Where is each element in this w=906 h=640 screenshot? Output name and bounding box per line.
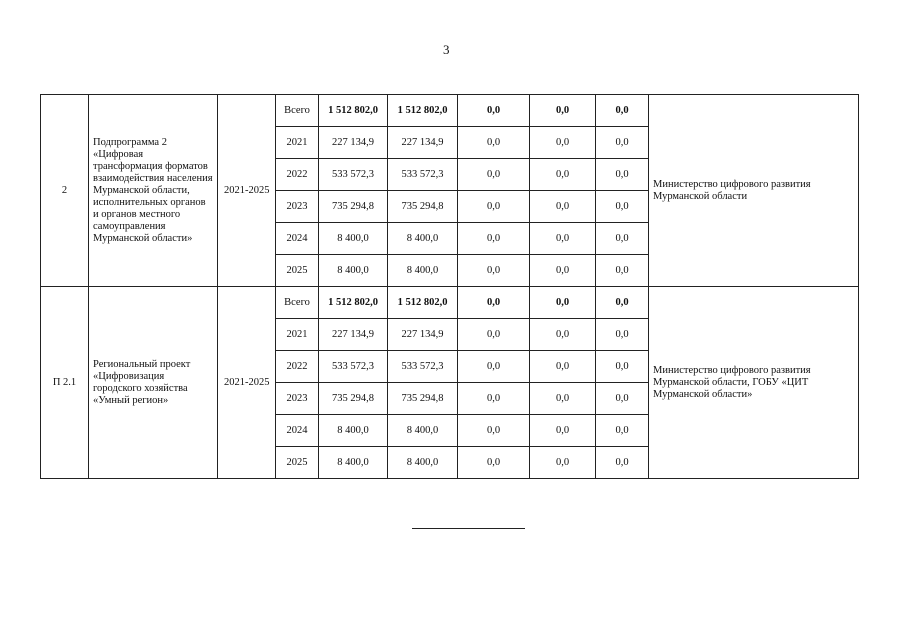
value-cell: 0,0 [458,127,530,159]
regional-cell: 533 572,3 [388,159,458,191]
value-cell: 0,0 [596,319,649,351]
value-cell: 0,0 [458,287,530,319]
year-cell: Всего [276,287,319,319]
value-cell: 0,0 [458,415,530,447]
value-cell: 0,0 [596,351,649,383]
total-cell: 735 294,8 [319,191,388,223]
value-cell: 0,0 [530,95,596,127]
year-cell: 2024 [276,415,319,447]
program-name: Региональный проект «Цифровизация городского хозяйства «Умный регион» [89,287,218,479]
regional-cell: 735 294,8 [388,383,458,415]
total-cell: 8 400,0 [319,447,388,479]
value-cell: 0,0 [596,255,649,287]
total-cell: 8 400,0 [319,415,388,447]
value-cell: 0,0 [596,223,649,255]
value-cell: 0,0 [596,95,649,127]
value-cell: 0,0 [596,127,649,159]
total-cell: 735 294,8 [319,383,388,415]
total-cell: 227 134,9 [319,127,388,159]
year-cell: 2025 [276,255,319,287]
year-cell: 2022 [276,351,319,383]
value-cell: 0,0 [530,287,596,319]
year-cell: Всего [276,95,319,127]
total-cell: 227 134,9 [319,319,388,351]
regional-cell: 227 134,9 [388,127,458,159]
table-body [41,95,859,479]
year-cell: 2022 [276,159,319,191]
year-cell: 2023 [276,191,319,223]
value-cell: 0,0 [458,447,530,479]
total-cell: 8 400,0 [319,255,388,287]
value-cell: 0,0 [530,351,596,383]
value-cell: 0,0 [530,319,596,351]
total-cell: 1 512 802,0 [319,95,388,127]
regional-cell: 533 572,3 [388,351,458,383]
regional-cell: 8 400,0 [388,255,458,287]
year-cell: 2024 [276,223,319,255]
value-cell: 0,0 [596,159,649,191]
regional-cell: 1 512 802,0 [388,287,458,319]
executor: Министерство цифрового развития Мурманской области [649,95,859,287]
value-cell: 0,0 [458,255,530,287]
value-cell: 0,0 [596,447,649,479]
total-cell: 533 572,3 [319,351,388,383]
value-cell: 0,0 [530,255,596,287]
year-cell: 2021 [276,319,319,351]
total-cell: 533 572,3 [319,159,388,191]
program-name: Подпрограмма 2 «Цифровая трансформация форматов взаимодействия населения Мурманской области, исполнительных органов и органов местного самоуправления Мурманской области» [89,95,218,287]
value-cell: 0,0 [458,383,530,415]
year-cell: 2021 [276,127,319,159]
regional-cell: 8 400,0 [388,223,458,255]
value-cell: 0,0 [458,223,530,255]
total-cell: 8 400,0 [319,223,388,255]
regional-cell: 8 400,0 [388,447,458,479]
value-cell: 0,0 [530,159,596,191]
regional-cell: 227 134,9 [388,319,458,351]
page-number: 3 [443,42,450,57]
row-number: 2 [41,95,89,287]
row-number: П 2.1 [41,287,89,479]
value-cell: 0,0 [596,383,649,415]
value-cell: 0,0 [458,95,530,127]
regional-cell: 8 400,0 [388,415,458,447]
period: 2021-2025 [218,287,276,479]
value-cell: 0,0 [530,127,596,159]
funding-table [40,94,859,479]
value-cell: 0,0 [530,415,596,447]
value-cell: 0,0 [530,447,596,479]
value-cell: 0,0 [530,223,596,255]
footer-divider [412,528,525,529]
value-cell: 0,0 [458,159,530,191]
value-cell: 0,0 [458,319,530,351]
table-row [41,287,859,319]
year-cell: 2025 [276,447,319,479]
value-cell: 0,0 [530,191,596,223]
year-cell: 2023 [276,383,319,415]
value-cell: 0,0 [596,191,649,223]
value-cell: 0,0 [458,191,530,223]
period: 2021-2025 [218,95,276,287]
regional-cell: 1 512 802,0 [388,95,458,127]
value-cell: 0,0 [596,415,649,447]
value-cell: 0,0 [458,351,530,383]
value-cell: 0,0 [530,383,596,415]
total-cell: 1 512 802,0 [319,287,388,319]
executor: Министерство цифрового развития Мурманской области, ГОБУ «ЦИТ Мурманской области» [649,287,859,479]
regional-cell: 735 294,8 [388,191,458,223]
value-cell: 0,0 [596,287,649,319]
table-row [41,95,859,127]
